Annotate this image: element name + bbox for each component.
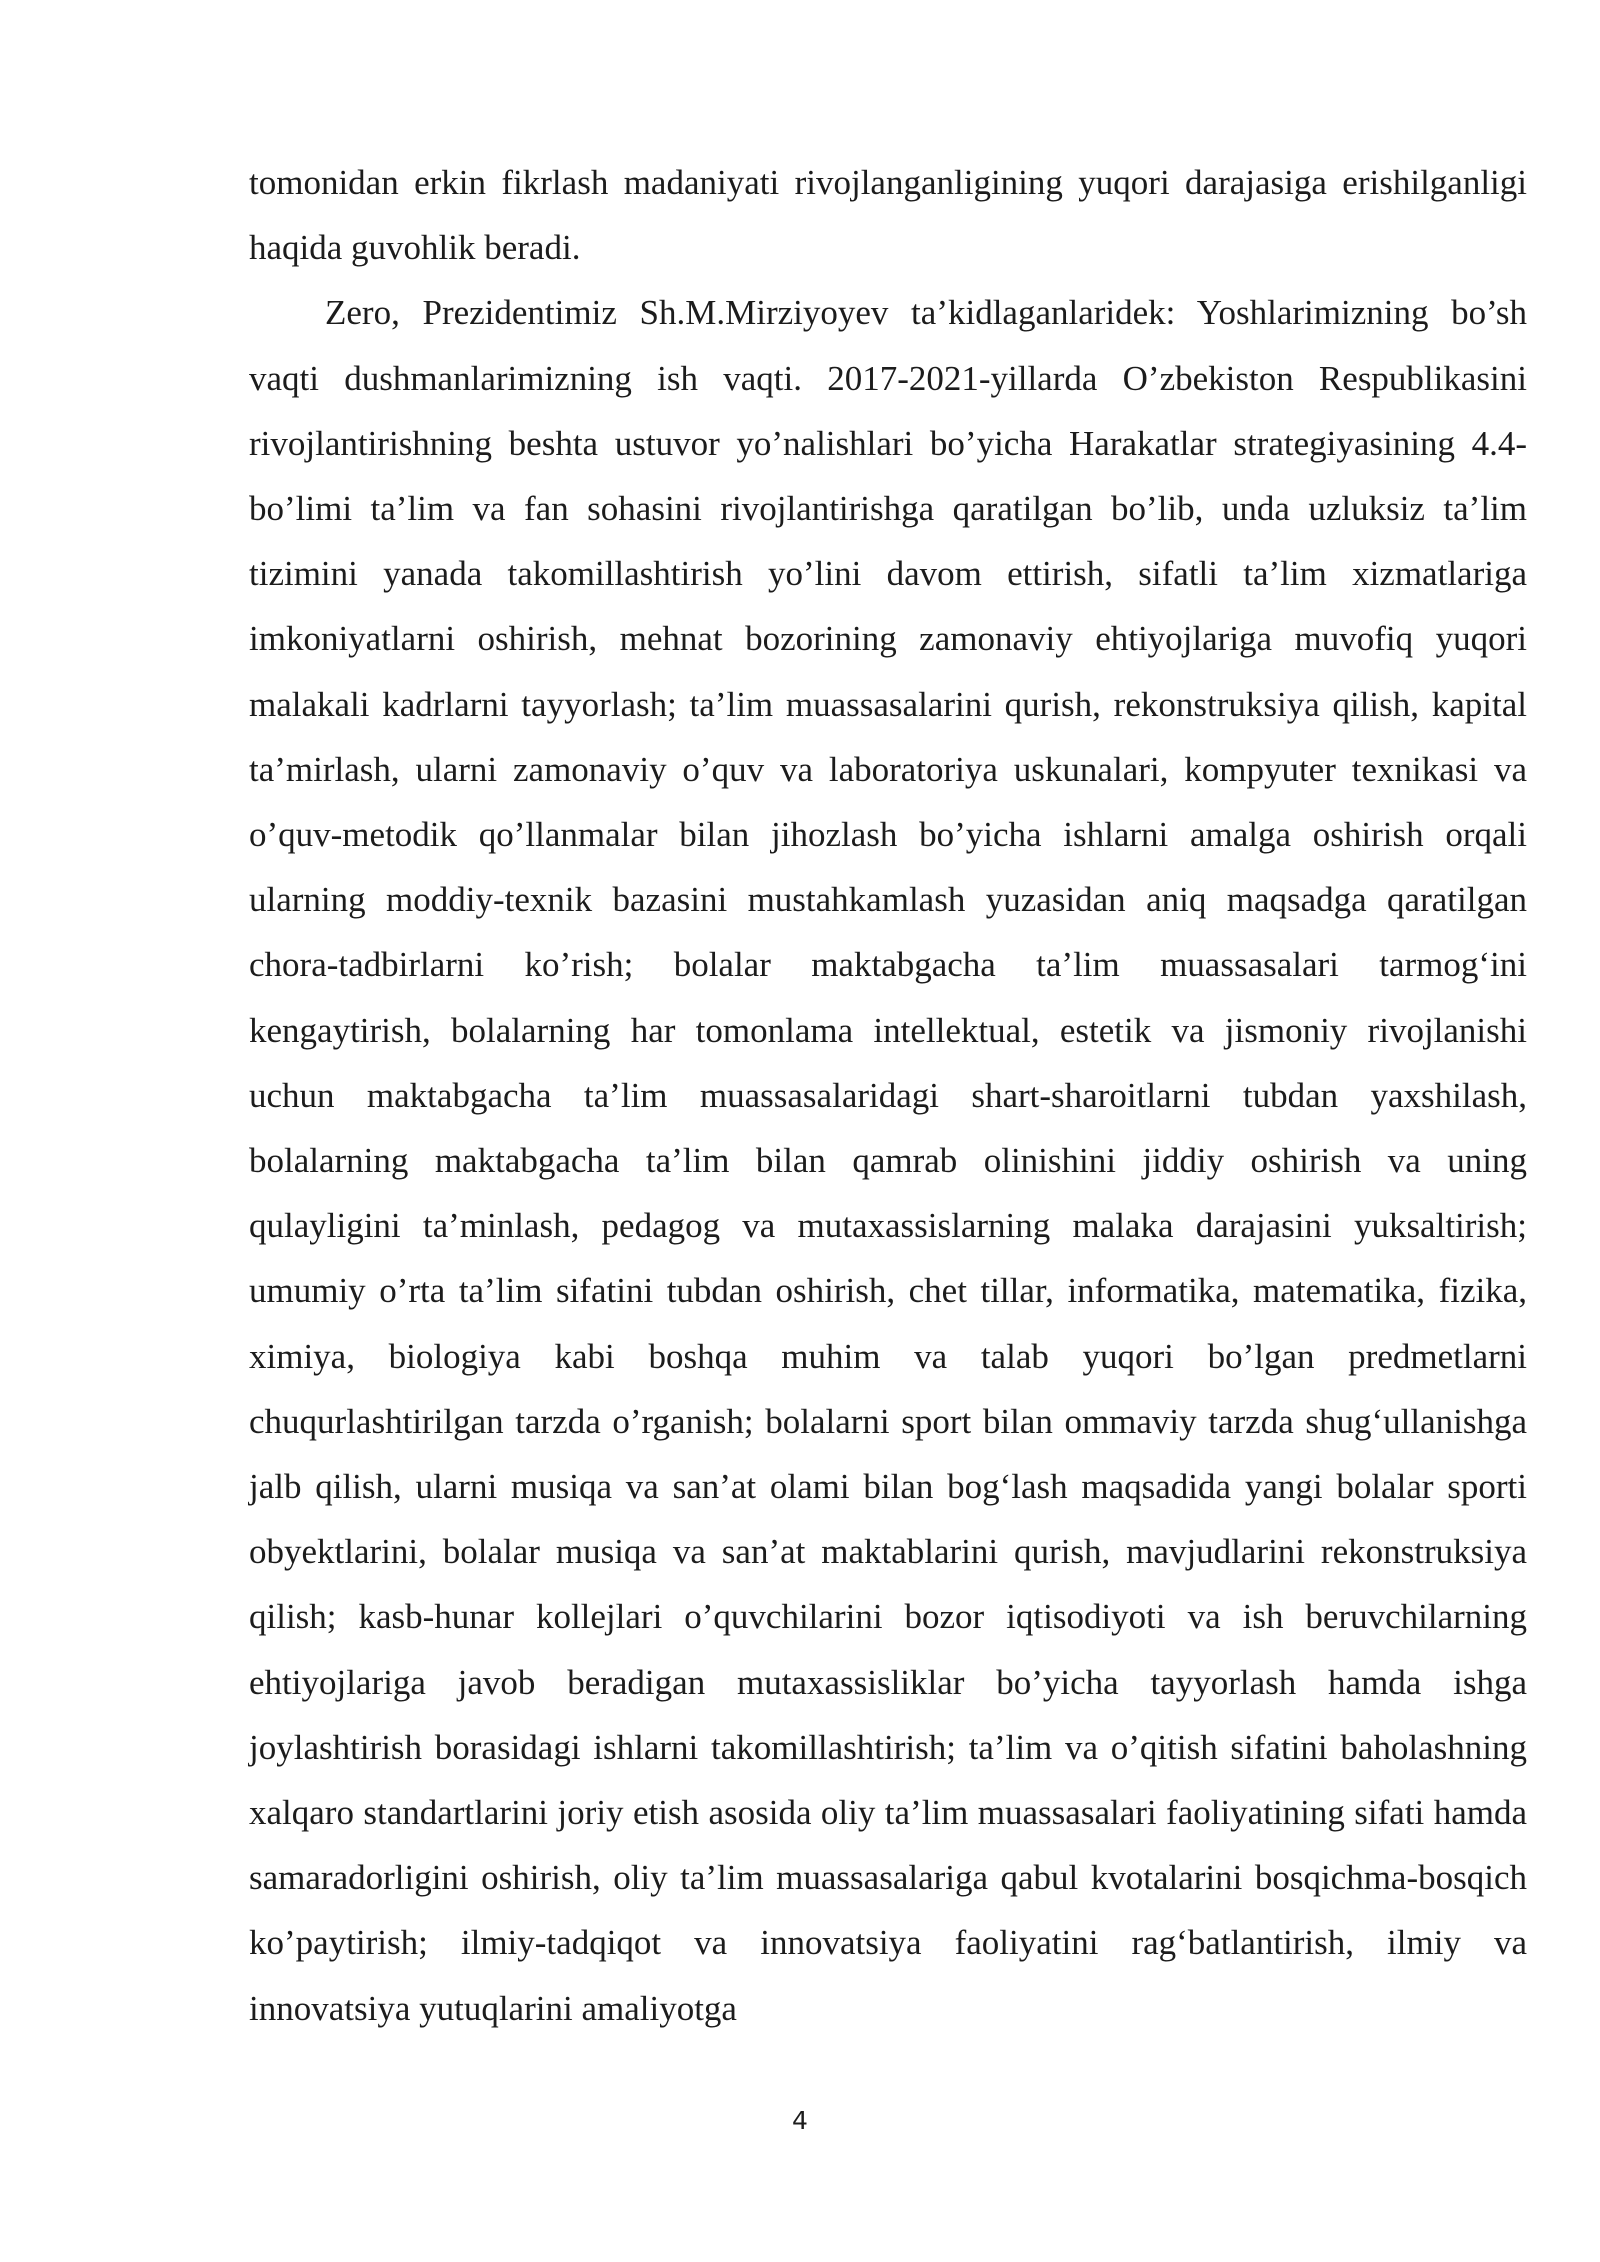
paragraph-continuation: tomonidan erkin fikrlash madaniyati rivojlanganligining yuqori darajasiga erishilganligi haqida guvohlik beradi. [249, 163, 1527, 268]
paragraph-main: Zero, Prezidentimiz Sh.M.Mirziyoyev ta’kidlaganlaridek: Yoshlarimizning bo’sh vaqti dushmanlarimizning ish vaqti. 2017-2021-yillarda O’zbekiston Respublikasini rivojlantirishning beshta ustuvor yo’nalishlari bo’yicha Harakatlar strategiyasining 4.4-bo’limi ta’lim va fan sohasini rivojlantirishga qaratilgan bo’lib, unda uzluksiz ta’lim tizimini yanada takomillashtirish yo’lini davom ettirish, sifatli ta’lim xizmatlariga imkoniyatlarni oshirish, mehnat bozorining zamonaviy ehtiyojlariga muvofiq yuqori malakali kadrlarni tayyorlash; ta’lim muassasalarini qurish, rekonstruksiya qilish, kapital ta’mirlash, ularni zamonaviy o’quv va laboratoriya uskunalari, kompyuter texnikasi va o’quv-metodik qo’llanmalar bilan jihozlash bo’yicha ishlarni amalga oshirish orqali ularning moddiy-texnik bazasini mustahkamlash yuzasidan aniq maqsadga qaratilgan chora-tadbirlarni ko’rish; bolalar maktabgacha ta’lim muassasalari tarmog‘ini kengaytirish, bolalarning har tomonlama intellektual, estetik va jismoniy rivojlanishi uchun maktabgacha ta’lim muassasalaridagi shart-sharoitlarni tubdan yaxshilash, bolalarning maktabgacha ta’lim bilan qamrab olinishini jiddiy oshirish va uning qulayligini ta’minlash, pedagog va mutaxassislarning malaka darajasini yuksaltirish; umumiy o’rta ta’lim sifatini tubdan oshirish, chet tillar, informatika, matematika, fizika, ximiya, biologiya kabi boshqa muhim va talab yuqori bo’lgan predmetlarni chuqurlashtirilgan tarzda o’rganish; bolalarni sport bilan ommaviy tarzda shug‘ullanishga jalb qilish, ularni musiqa va san’at olami bilan bog‘lash maqsadida yangi bolalar sporti obyektlarini, bolalar musiqa va san’at maktablarini qurish, mavjudlarini rekonstruksiya qilish; kasb-hunar kollejlari o’quvchilarini bozor iqtisodiyoti va ish beruvchilarning ehtiyojlariga javob beradigan mutaxassisliklar bo’yicha tayyorlash hamda ishga joylashtirish borasidagi ishlarni takomillashtirish; ta’lim va o’qitish sifatini baholashning xalqaro standartlarini joriy etish asosida oliy ta’lim muassasalari faoliyatining sifati hamda samaradorligini oshirish, oliy ta’lim muassasalariga qabul kvotalarini bosqichma-bosqich ko’paytirish; ilmiy-tadqiqot va innovatsiya faoliyatini rag‘batlantirish, ilmiy va innovatsiya yutuqlarini amaliyotga [249, 293, 1527, 2028]
page-number: 4 [792, 2106, 808, 2135]
body-text [249, 150, 1527, 2041]
